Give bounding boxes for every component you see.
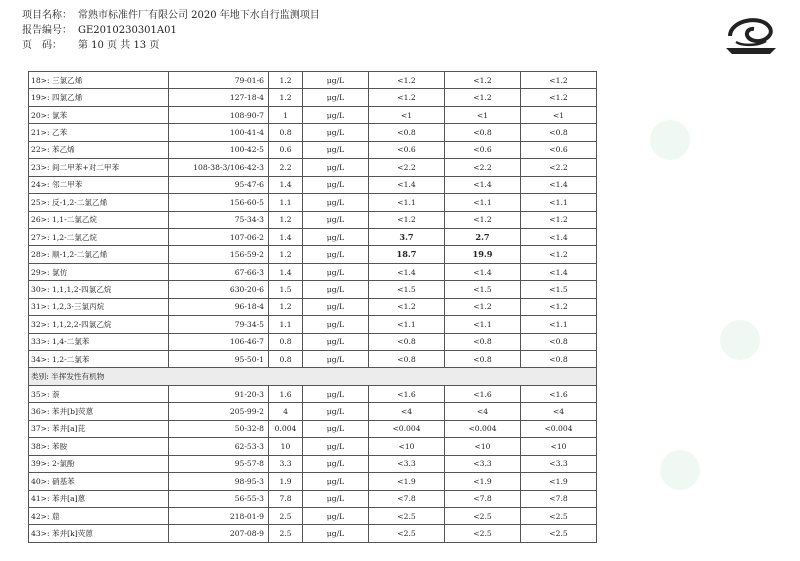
compound-name: 31>: 1,2,3-三氯丙烷 (29, 298, 169, 315)
result-3: <1.4 (521, 176, 597, 193)
detection-limit: 0.6 (269, 141, 303, 158)
result-2: <0.8 (445, 124, 521, 141)
cas-number: 79-01-6 (169, 72, 269, 89)
result-2: <1.4 (445, 176, 521, 193)
results-table-body (29, 72, 597, 543)
result-3: <4 (521, 403, 597, 420)
cas-number: 79-34-5 (169, 316, 269, 333)
cas-number: 156-59-2 (169, 246, 269, 263)
result-3: <1.2 (521, 89, 597, 106)
result-1: <0.004 (369, 420, 445, 437)
cas-number: 56-55-3 (169, 490, 269, 507)
cas-number: 67-66-3 (169, 263, 269, 280)
result-2: <1.4 (445, 263, 521, 280)
table-row (29, 507, 597, 524)
result-2: <2.2 (445, 159, 521, 176)
result-2: <0.8 (445, 333, 521, 350)
compound-name: 35>: 萘 (29, 385, 169, 402)
compound-name: 19>: 四氯乙烯 (29, 89, 169, 106)
detection-limit: 0.004 (269, 420, 303, 437)
result-3: <1.6 (521, 385, 597, 402)
page-label: 页 码： (22, 40, 62, 51)
table-row (29, 438, 597, 455)
result-1: <1.2 (369, 211, 445, 228)
detection-limit: 2.5 (269, 525, 303, 543)
table-row (29, 351, 597, 368)
cas-number: 108-90-7 (169, 106, 269, 123)
compound-name: 27>: 1,2-二氯乙烷 (29, 228, 169, 245)
result-2: <2.5 (445, 525, 521, 543)
table-row (29, 211, 597, 228)
unit: μg/L (303, 246, 369, 263)
detection-limit: 1 (269, 106, 303, 123)
table-row (29, 194, 597, 211)
result-1: <1.2 (369, 72, 445, 89)
project-name: 常熟市标准件厂有限公司 2020 年地下水自行监测项目 (78, 10, 320, 21)
result-1: <3.3 (369, 455, 445, 472)
table-row (29, 455, 597, 472)
cas-number: 62-53-3 (169, 438, 269, 455)
result-1: <1.4 (369, 263, 445, 280)
result-3: <1.2 (521, 72, 597, 89)
table-row (29, 490, 597, 507)
cas-number: 205-99-2 (169, 403, 269, 420)
unit: μg/L (303, 403, 369, 420)
result-2: <1.2 (445, 89, 521, 106)
cas-number: 218-01-9 (169, 507, 269, 524)
cas-number: 127-18-4 (169, 89, 269, 106)
unit: μg/L (303, 263, 369, 280)
result-1: <0.8 (369, 124, 445, 141)
detection-limit: 7.8 (269, 490, 303, 507)
detection-limit: 1.5 (269, 281, 303, 298)
page-row (22, 38, 320, 53)
unit: μg/L (303, 281, 369, 298)
cas-number: 107-06-2 (169, 228, 269, 245)
result-1: <10 (369, 438, 445, 455)
table-row (29, 281, 597, 298)
table-row (29, 159, 597, 176)
detection-limit: 1.4 (269, 263, 303, 280)
watermark-stamp (650, 120, 690, 160)
compound-name: 30>: 1,1,1,2-四氯乙烷 (29, 281, 169, 298)
unit: μg/L (303, 316, 369, 333)
result-1: <1.9 (369, 473, 445, 490)
project-label: 项目名称： (22, 10, 72, 21)
table-row (29, 89, 597, 106)
result-1: 18.7 (369, 246, 445, 263)
detection-limit: 0.8 (269, 333, 303, 350)
cas-number: 96-18-4 (169, 298, 269, 315)
unit: μg/L (303, 106, 369, 123)
compound-name: 26>: 1,1-二氯乙烷 (29, 211, 169, 228)
table-row (29, 228, 597, 245)
unit: μg/L (303, 385, 369, 402)
detection-limit: 1.1 (269, 316, 303, 333)
unit: μg/L (303, 72, 369, 89)
result-1: <1.1 (369, 316, 445, 333)
compound-name: 28>: 顺-1,2-二氯乙烯 (29, 246, 169, 263)
compound-name: 40>: 硝基苯 (29, 473, 169, 490)
cas-number: 95-47-6 (169, 176, 269, 193)
cas-number: 75-34-3 (169, 211, 269, 228)
compound-name: 23>: 间二甲苯+对二甲苯 (29, 159, 169, 176)
result-1: <1.2 (369, 89, 445, 106)
result-2: <7.8 (445, 490, 521, 507)
compound-name: 22>: 苯乙烯 (29, 141, 169, 158)
result-1: <1.1 (369, 194, 445, 211)
result-1: <1.2 (369, 298, 445, 315)
result-3: <0.8 (521, 351, 597, 368)
compound-name: 39>: 2-氯酚 (29, 455, 169, 472)
category-label: 类别: 半挥发性有机物 (29, 368, 597, 385)
result-3: <1.2 (521, 246, 597, 263)
result-1: <0.8 (369, 351, 445, 368)
result-1: <2.5 (369, 525, 445, 543)
result-3: <1.5 (521, 281, 597, 298)
result-2: <1.2 (445, 211, 521, 228)
unit: μg/L (303, 333, 369, 350)
result-2: <0.8 (445, 351, 521, 368)
table-row (29, 124, 597, 141)
result-3: <1.2 (521, 211, 597, 228)
cas-number: 100-42-5 (169, 141, 269, 158)
result-1: <4 (369, 403, 445, 420)
table-row (29, 298, 597, 315)
compound-name: 34>: 1,2-二氯苯 (29, 351, 169, 368)
unit: μg/L (303, 473, 369, 490)
cas-number: 100-41-4 (169, 124, 269, 141)
detection-limit: 1.6 (269, 385, 303, 402)
unit: μg/L (303, 89, 369, 106)
table-row (29, 72, 597, 89)
table-row (29, 263, 597, 280)
compound-name: 21>: 乙苯 (29, 124, 169, 141)
result-3: <1 (521, 106, 597, 123)
result-1: <1.4 (369, 176, 445, 193)
result-2: 2.7 (445, 228, 521, 245)
result-3: <0.8 (521, 333, 597, 350)
compound-name: 37>: 苯并[a]芘 (29, 420, 169, 437)
result-2: <4 (445, 403, 521, 420)
detection-limit: 1.4 (269, 228, 303, 245)
cas-number: 106-46-7 (169, 333, 269, 350)
result-2: <1.2 (445, 72, 521, 89)
result-2: <1 (445, 106, 521, 123)
compound-name: 18>: 三氯乙烯 (29, 72, 169, 89)
result-2: <3.3 (445, 455, 521, 472)
detection-limit: 0.8 (269, 124, 303, 141)
cas-number: 95-50-1 (169, 351, 269, 368)
detection-limit: 2.2 (269, 159, 303, 176)
unit: μg/L (303, 228, 369, 245)
detection-limit: 1.9 (269, 473, 303, 490)
result-3: <1.2 (521, 298, 597, 315)
report-number-label: 报告编号： (22, 25, 72, 36)
result-1: <1.5 (369, 281, 445, 298)
result-2: <1.9 (445, 473, 521, 490)
unit: μg/L (303, 438, 369, 455)
unit: μg/L (303, 194, 369, 211)
compound-name: 24>: 邻二甲苯 (29, 176, 169, 193)
report-header (22, 8, 320, 53)
detection-limit: 1.2 (269, 298, 303, 315)
unit: μg/L (303, 176, 369, 193)
unit: μg/L (303, 298, 369, 315)
unit: μg/L (303, 455, 369, 472)
table-row (29, 106, 597, 123)
result-1: 3.7 (369, 228, 445, 245)
cas-number: 91-20-3 (169, 385, 269, 402)
cas-number: 50-32-8 (169, 420, 269, 437)
unit: μg/L (303, 420, 369, 437)
unit: μg/L (303, 507, 369, 524)
result-3: <10 (521, 438, 597, 455)
compound-name: 25>: 反-1,2-二氯乙烯 (29, 194, 169, 211)
detection-limit: 1.4 (269, 176, 303, 193)
result-2: <0.004 (445, 420, 521, 437)
compound-name: 38>: 苯胺 (29, 438, 169, 455)
result-3: <2.5 (521, 525, 597, 543)
detection-limit: 2.5 (269, 507, 303, 524)
result-1: <1 (369, 106, 445, 123)
cas-number: 207-08-9 (169, 525, 269, 543)
result-3: <1.1 (521, 194, 597, 211)
result-3: <1.9 (521, 473, 597, 490)
result-1: <2.5 (369, 507, 445, 524)
result-2: <1.2 (445, 298, 521, 315)
report-number-row (22, 23, 320, 38)
table-row (29, 316, 597, 333)
result-3: <7.8 (521, 490, 597, 507)
table-row (29, 333, 597, 350)
cas-number: 156-60-5 (169, 194, 269, 211)
table-row (29, 403, 597, 420)
detection-limit: 1.2 (269, 89, 303, 106)
result-2: <2.5 (445, 507, 521, 524)
cas-number: 630-20-6 (169, 281, 269, 298)
result-1: <0.6 (369, 141, 445, 158)
unit: μg/L (303, 490, 369, 507)
compound-name: 42>: 䓛 (29, 507, 169, 524)
result-1: <2.2 (369, 159, 445, 176)
table-row (29, 420, 597, 437)
cas-number: 108-38-3/106-42-3 (169, 159, 269, 176)
table-row (29, 473, 597, 490)
watermark-stamp (660, 450, 700, 490)
compound-name: 29>: 氯仿 (29, 263, 169, 280)
result-2: <0.6 (445, 141, 521, 158)
project-row (22, 8, 320, 23)
category-row (29, 368, 597, 385)
detection-limit: 1.2 (269, 211, 303, 228)
result-2: 19.9 (445, 246, 521, 263)
unit: μg/L (303, 525, 369, 543)
result-3: <1.1 (521, 316, 597, 333)
result-2: <1.5 (445, 281, 521, 298)
detection-limit: 1.2 (269, 246, 303, 263)
compound-name: 36>: 苯并[b]荧蒽 (29, 403, 169, 420)
result-3: <2.5 (521, 507, 597, 524)
result-2: <1.1 (445, 194, 521, 211)
detection-limit: 4 (269, 403, 303, 420)
compound-name: 32>: 1,1,2,2-四氯乙烷 (29, 316, 169, 333)
unit: μg/L (303, 211, 369, 228)
detection-limit: 1.1 (269, 194, 303, 211)
results-table (28, 71, 597, 543)
table-row (29, 525, 597, 543)
detection-limit: 0.8 (269, 351, 303, 368)
result-3: <2.2 (521, 159, 597, 176)
compound-name: 43>: 苯并[k]荧蒽 (29, 525, 169, 543)
page-number: 第 10 页 共 13 页 (78, 40, 160, 51)
unit: μg/L (303, 159, 369, 176)
result-3: <3.3 (521, 455, 597, 472)
cas-number: 98-95-3 (169, 473, 269, 490)
unit: μg/L (303, 141, 369, 158)
result-2: <10 (445, 438, 521, 455)
detection-limit: 1.2 (269, 72, 303, 89)
table-row (29, 176, 597, 193)
unit: μg/L (303, 124, 369, 141)
result-1: <1.6 (369, 385, 445, 402)
result-3: <0.8 (521, 124, 597, 141)
result-3: <0.6 (521, 141, 597, 158)
watermark-stamp (720, 320, 760, 360)
compound-name: 33>: 1,4-二氯苯 (29, 333, 169, 350)
table-row (29, 246, 597, 263)
cas-number: 95-57-8 (169, 455, 269, 472)
table-row (29, 141, 597, 158)
result-3: <1.4 (521, 263, 597, 280)
result-2: <1.6 (445, 385, 521, 402)
detection-limit: 3.3 (269, 455, 303, 472)
result-1: <7.8 (369, 490, 445, 507)
result-3: <1.4 (521, 228, 597, 245)
compound-name: 20>: 氯苯 (29, 106, 169, 123)
unit: μg/L (303, 351, 369, 368)
table-row (29, 385, 597, 402)
result-3: <0.004 (521, 420, 597, 437)
company-logo-icon (722, 8, 780, 58)
report-number: GE2010230301A01 (78, 25, 177, 36)
result-1: <0.8 (369, 333, 445, 350)
result-2: <1.1 (445, 316, 521, 333)
detection-limit: 10 (269, 438, 303, 455)
compound-name: 41>: 苯并[a]蒽 (29, 490, 169, 507)
